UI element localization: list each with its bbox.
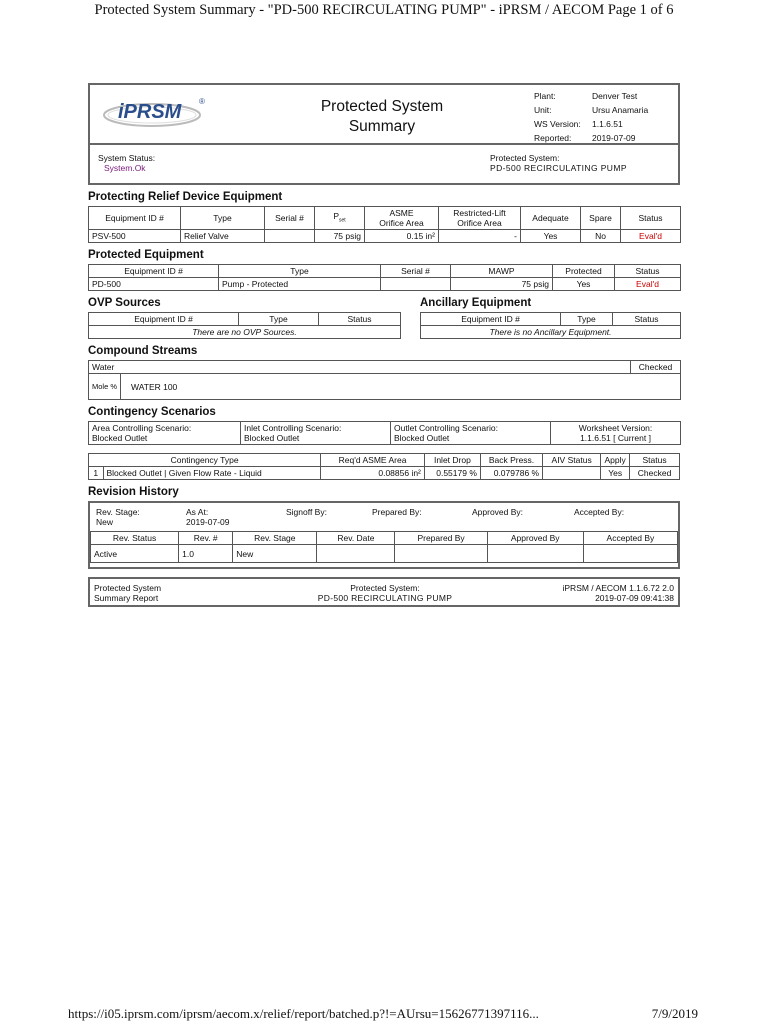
ovp-empty-message: There are no OVP Sources.: [89, 326, 401, 339]
table-row: PD-500 Pump - Protected 75 psig Yes Eval'd: [89, 278, 681, 291]
revision-history-box: Rev. Stage: New As At: 2019-07-09 Signoff By: Prepared By: Approved By: Accepted By: Rev. Status Rev. # Rev. Stage Rev. Date Prepared By Approved By Accepted By Active 1.0 New: [88, 501, 680, 569]
reported-label: Reported:: [534, 133, 572, 143]
ovp-ancillary-row: [88, 291, 680, 339]
table-row: 1 Blocked Outlet | Given Flow Rate - Liquid 0.08856 in² 0.55179 % 0.079786 % Yes Checked: [89, 467, 680, 480]
unit-label: Unit:: [534, 105, 552, 115]
col-adequate: Adequate: [521, 207, 581, 230]
col-asme-area: ASME Orifice Area: [365, 207, 439, 230]
col-restricted-lift: Restricted-Lift Orifice Area: [439, 207, 521, 230]
registered-mark: ®: [199, 97, 205, 106]
component-row: Mole % WATER 100: [89, 374, 681, 400]
plant-label: Plant:: [534, 91, 556, 101]
compound-section-title: Compound Streams: [88, 345, 198, 357]
table-row: Active 1.0 New: [91, 545, 678, 563]
relief-section-title: Protecting Relief Device Equipment: [88, 191, 283, 203]
system-status-value: System.Ok: [104, 163, 146, 173]
protected-equipment-table: Equipment ID # Type Serial # MAWP Protected Status PD-500 Pump - Protected 75 psig Yes Eval'd: [88, 264, 681, 291]
reported-value: 2019-07-09: [592, 133, 636, 143]
controlling-scenarios-table: Area Controlling Scenario: Blocked Outlet Inlet Controlling Scenario: Blocked Outlet Outlet Controlling Scenario: Blocked Outlet Worksheet Version: 1.1.6.51 [ Current ]: [88, 421, 681, 445]
col-spare: Spare: [581, 207, 621, 230]
col-type: Type: [181, 207, 265, 230]
logo-text: iPRSM: [118, 101, 182, 123]
contingency-table: Contingency Type Req'd ASME Area Inlet Drop Back Press. AIV Status Apply Status 1 Blocked Outlet | Given Flow Rate - Liquid 0.08856 in² 0.55179 % 0.079786 % Yes Checked: [88, 453, 680, 480]
protected-system-label: Protected System:: [490, 153, 560, 163]
plant-value: Denver Test: [592, 91, 638, 101]
revision-table: Rev. Status Rev. # Rev. Stage Rev. Date Prepared By Approved By Accepted By Active 1.0 New: [90, 531, 678, 563]
relief-device-table: [88, 206, 681, 243]
unit-value: Ursu Anamaria: [592, 105, 649, 115]
report-title: [302, 97, 462, 137]
col-pset: $P_{set}$: [315, 207, 365, 230]
protected-system-value: PD-500 RECIRCULATING PUMP: [490, 163, 627, 173]
stream-row: Water Checked: [89, 361, 681, 374]
print-header: Protected System Summary - "PD-500 RECIRCULATING PUMP" - iPRSM / AECOM Page 1 of 6: [94, 2, 674, 18]
system-status-label: System Status:: [98, 153, 156, 163]
report-footer: Protected System Summary Report Protected System: PD-500 RECIRCULATING PUMP iPRSM / AECOM 1.1.6.72 2.0 2019-07-09 09:41:38: [88, 577, 680, 607]
contingency-section-title: Contingency Scenarios: [88, 406, 216, 418]
print-date: 7/9/2019: [651, 1006, 698, 1021]
ovp-section-title: OVP Sources: [88, 297, 161, 309]
protected-section-title: Protected Equipment: [88, 249, 204, 261]
ws-version-value: 1.1.6.51: [592, 119, 623, 129]
col-serial: Serial #: [265, 207, 315, 230]
ancillary-table: Equipment ID # Type Status There is no Ancillary Equipment.: [420, 312, 681, 339]
col-equipment-id: Equipment ID #: [89, 207, 181, 230]
status-badge: Eval'd: [615, 278, 681, 291]
title-line-1: Protected System: [320, 98, 444, 115]
revision-section-title: Revision History: [88, 486, 179, 498]
page-url[interactable]: https://i05.iprsm.com/iprsm/aecom.x/relief/report/batched.p?!=AUrsu=15626771397116...: [68, 1006, 539, 1021]
plant-info: [534, 89, 648, 145]
compound-streams-table: [88, 360, 681, 400]
ovp-table: Equipment ID # Type Status There are no OVP Sources.: [88, 312, 401, 339]
iprsm-logo: [100, 95, 210, 131]
status-box: [88, 145, 680, 185]
ws-version-label: WS Version:: [534, 119, 581, 129]
table-row: PSV-500 Relief Valve 75 psig 0.15 in² - Yes No Eval'd: [89, 230, 681, 243]
status-badge: Eval'd: [621, 230, 681, 243]
report-header: [88, 83, 680, 145]
print-footer: [68, 1004, 698, 1024]
ancillary-section-title: Ancillary Equipment: [420, 297, 532, 309]
report-sheet: [88, 83, 680, 607]
ancillary-empty-message: There is no Ancillary Equipment.: [421, 326, 681, 339]
title-line-2: Summary: [348, 118, 416, 135]
col-status: Status: [621, 207, 681, 230]
